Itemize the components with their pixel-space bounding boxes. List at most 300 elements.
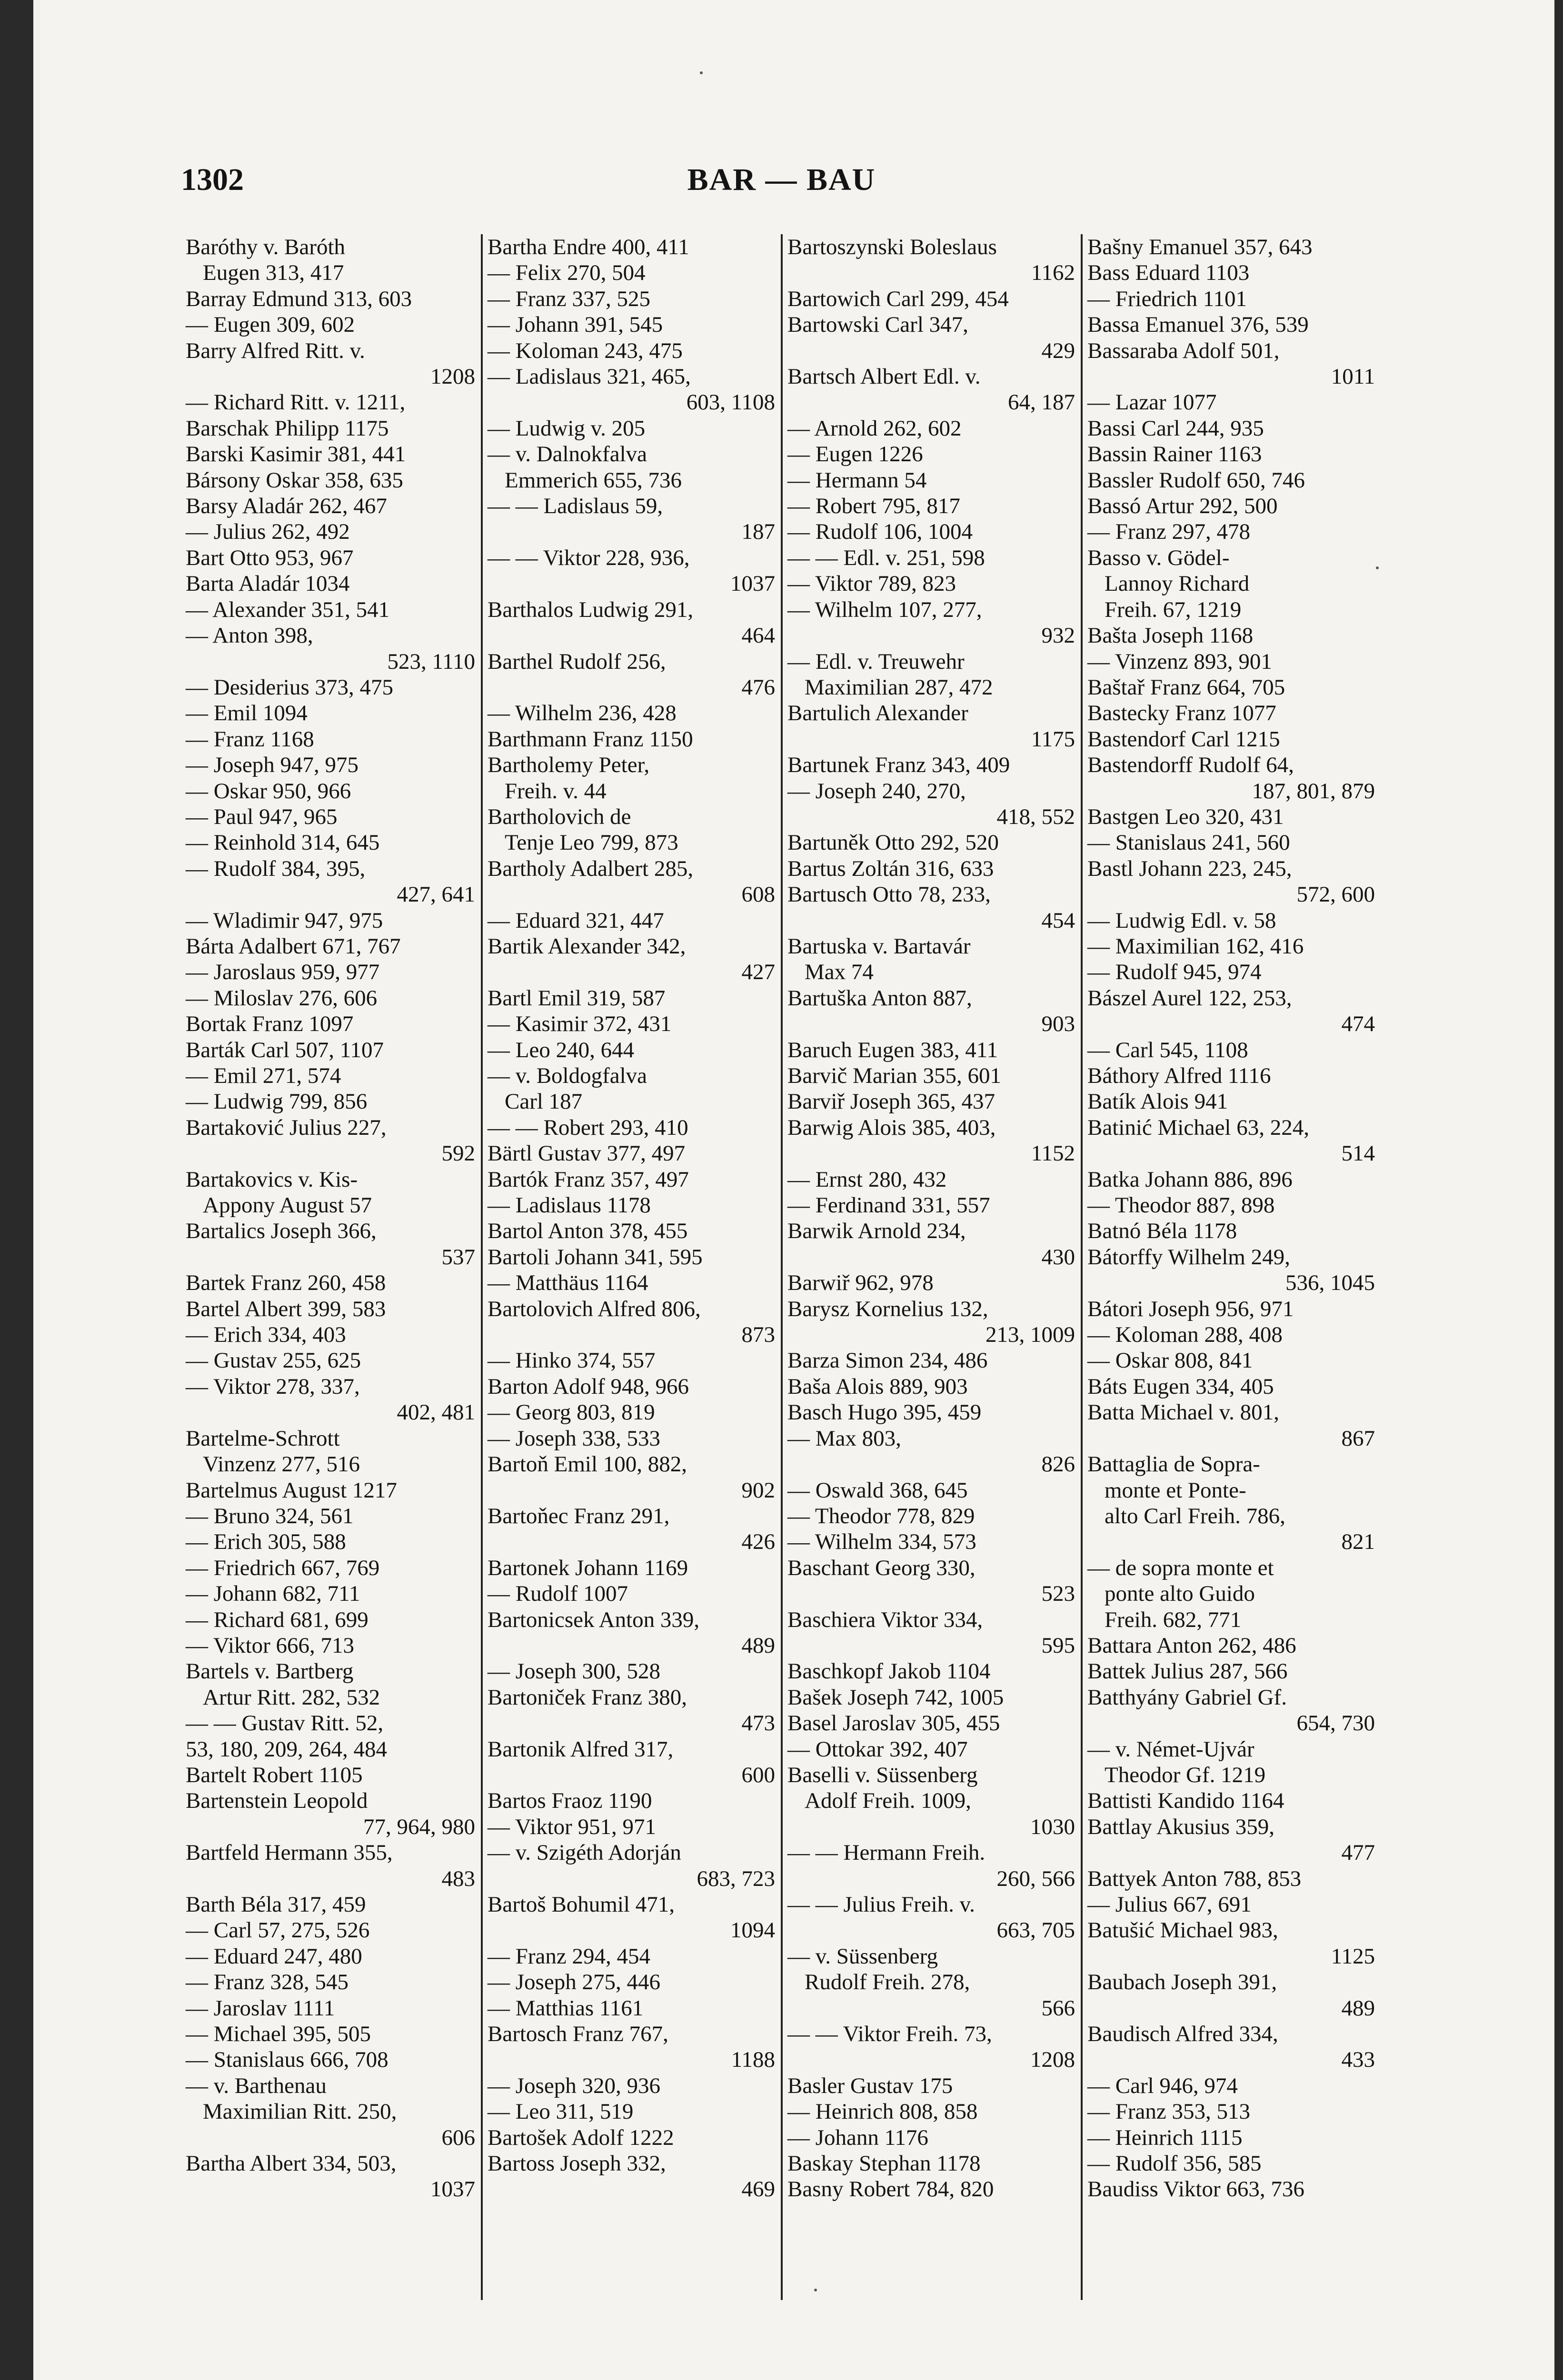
index-entry bbox=[186, 1658, 475, 1684]
entry-text: Batnó Béla 1178 bbox=[1087, 1219, 1237, 1244]
entry-text: — Joseph 338, 533 bbox=[488, 1426, 660, 1451]
entry-text: Basch Hugo 395, 459 bbox=[787, 1400, 982, 1425]
entry-continuation: 477 bbox=[1341, 1840, 1375, 1865]
entry-text: Bartholovich de bbox=[488, 804, 631, 829]
entry-text: — — Gustav Ritt. 52, bbox=[186, 1711, 384, 1736]
entry-text: — Edl. v. Treuwehr bbox=[787, 649, 965, 674]
entry-continuation: 821 bbox=[1341, 1529, 1375, 1555]
entry-text: — Franz 353, 513 bbox=[1087, 2099, 1251, 2124]
index-entry bbox=[1087, 2073, 1375, 2099]
entry-text: Bartolovich Alfred 806, bbox=[488, 1296, 701, 1321]
scan-edge-left bbox=[0, 0, 33, 2380]
index-entry bbox=[1087, 1555, 1375, 1581]
index-entry bbox=[488, 1685, 775, 1736]
entry-text: Barvič Marian 355, 601 bbox=[787, 1063, 1002, 1088]
entry-continuation: 64, 187 bbox=[1008, 390, 1075, 415]
entry-text: Battara Anton 262, 486 bbox=[1087, 1633, 1296, 1658]
index-entry bbox=[787, 545, 1075, 571]
entry-text: — Theodor 887, 898 bbox=[1087, 1193, 1275, 1218]
index-entry bbox=[186, 441, 475, 467]
entry-text: Bärtl Gustav 377, 497 bbox=[488, 1141, 686, 1166]
index-entry bbox=[186, 1944, 475, 1969]
index-entry bbox=[1087, 545, 1375, 571]
entry-text: — Michael 395, 505 bbox=[186, 2022, 371, 2047]
index-entry bbox=[1087, 752, 1375, 804]
entry-text: Barza Simon 234, 486 bbox=[787, 1348, 988, 1373]
index-entry bbox=[186, 2047, 475, 2073]
entry-continuation: 536, 1045 bbox=[1285, 1270, 1375, 1296]
index-entry bbox=[186, 1451, 475, 1477]
index-entry bbox=[488, 1969, 775, 1995]
entry-text: Barschak Philipp 1175 bbox=[186, 416, 389, 441]
index-entry bbox=[186, 1762, 475, 1788]
index-entry bbox=[1087, 1503, 1375, 1555]
entry-continuation: 606 bbox=[441, 2125, 475, 2150]
entry-continuation: 603, 1108 bbox=[686, 390, 775, 415]
index-entry bbox=[186, 467, 475, 493]
index-entry bbox=[1087, 467, 1375, 493]
entry-continuation: 566 bbox=[1041, 1995, 1075, 2021]
entry-text: Baschiera Viktor 334, bbox=[787, 1607, 983, 1632]
entry-text: Max 74 bbox=[805, 960, 874, 985]
index-entry bbox=[787, 830, 1075, 855]
index-entry bbox=[787, 1762, 1075, 1788]
entry-text: Bastendorf Carl 1215 bbox=[1087, 726, 1280, 752]
entry-text: Batta Michael v. 801, bbox=[1087, 1400, 1279, 1425]
index-entry bbox=[186, 908, 475, 933]
index-entry bbox=[1087, 1969, 1375, 2021]
index-entry bbox=[787, 286, 1075, 312]
index-entry bbox=[787, 2021, 1075, 2073]
entry-text: Bartha Endre 400, 411 bbox=[488, 235, 689, 259]
entry-text: ponte alto Guido bbox=[1105, 1581, 1255, 1606]
entry-text: Bartoss Joseph 332, bbox=[488, 2151, 666, 2176]
entry-text: Batušić Michael 983, bbox=[1087, 1918, 1278, 1943]
index-entry bbox=[488, 1348, 775, 1373]
index-entry bbox=[488, 260, 775, 286]
entry-text: Tenje Leo 799, 873 bbox=[505, 830, 678, 855]
index-entry bbox=[488, 830, 775, 855]
entry-text: Batthyány Gabriel Gf. bbox=[1087, 1685, 1287, 1710]
entry-continuation: 1175 bbox=[1031, 726, 1075, 752]
index-entry bbox=[787, 1115, 1075, 1167]
index-entry bbox=[488, 1426, 775, 1451]
entry-text: — Eugen 309, 602 bbox=[186, 312, 355, 337]
entry-text: Lannoy Richard bbox=[1105, 571, 1250, 596]
index-entry bbox=[787, 1685, 1075, 1710]
index-entry bbox=[787, 856, 1075, 882]
index-entry bbox=[1087, 571, 1375, 596]
index-entry bbox=[488, 1658, 775, 1684]
entry-text: Bartakovics v. Kis- bbox=[186, 1167, 358, 1192]
index-entry bbox=[488, 649, 775, 701]
index-entry bbox=[787, 2073, 1075, 2099]
entry-continuation: 537 bbox=[441, 1244, 475, 1269]
entry-text: Barth Béla 317, 459 bbox=[186, 1892, 366, 1917]
entry-text: 53, 180, 209, 264, 484 bbox=[186, 1736, 387, 1762]
index-entry bbox=[787, 1063, 1075, 1089]
entry-text: — — Viktor Freih. 73, bbox=[787, 2022, 992, 2047]
entry-text: — Ludwig v. 205 bbox=[488, 416, 646, 441]
entry-text: — Friedrich 1101 bbox=[1087, 286, 1247, 311]
entry-text: Freih. v. 44 bbox=[505, 778, 607, 803]
index-entry bbox=[186, 726, 475, 752]
index-entry bbox=[1087, 674, 1375, 700]
index-entry bbox=[787, 1555, 1075, 1607]
index-entry bbox=[186, 1969, 475, 1995]
entry-text: — — Ladislaus 59, bbox=[488, 494, 663, 519]
index-entry bbox=[186, 234, 475, 260]
entry-text: Bartošek Adolf 1222 bbox=[488, 2125, 674, 2150]
entry-text: Barray Edmund 313, 603 bbox=[186, 286, 412, 311]
entry-text: Bartha Albert 334, 503, bbox=[186, 2151, 397, 2176]
index-entry bbox=[787, 1529, 1075, 1555]
index-entry bbox=[787, 1607, 1075, 1659]
index-entry bbox=[787, 1374, 1075, 1399]
index-entry bbox=[186, 752, 475, 778]
entry-text: Bartus Zoltán 316, 633 bbox=[787, 856, 994, 881]
index-entry bbox=[488, 493, 775, 545]
index-column-4 bbox=[1081, 234, 1381, 2300]
index-entry bbox=[787, 778, 1075, 830]
entry-text: — Felix 270, 504 bbox=[488, 260, 646, 286]
entry-text: Baschkopf Jakob 1104 bbox=[787, 1659, 991, 1684]
entry-text: — Bruno 324, 561 bbox=[186, 1503, 354, 1528]
index-entry bbox=[787, 1399, 1075, 1425]
entry-text: Bassler Rudolf 650, 746 bbox=[1087, 467, 1305, 493]
index-entry bbox=[787, 1167, 1075, 1192]
entry-text: — Erich 305, 588 bbox=[186, 1529, 346, 1555]
entry-text: Bastgen Leo 320, 431 bbox=[1087, 804, 1284, 829]
entry-text: Barwik Arnold 234, bbox=[787, 1219, 966, 1244]
entry-text: — Johann 1176 bbox=[787, 2125, 928, 2150]
index-entry bbox=[1087, 1814, 1375, 1866]
entry-text: Bartenstein Leopold bbox=[186, 1788, 368, 1814]
entry-text: Bassi Carl 244, 935 bbox=[1087, 416, 1264, 441]
entry-text: Barthel Rudolf 256, bbox=[488, 649, 666, 674]
index-entry bbox=[1087, 1167, 1375, 1192]
index-entry bbox=[787, 1478, 1075, 1503]
entry-text: — Reinhold 314, 645 bbox=[186, 830, 380, 855]
entry-text: Bartl Emil 319, 587 bbox=[488, 985, 666, 1011]
index-entry bbox=[186, 1633, 475, 1658]
entry-text: Bárta Adalbert 671, 767 bbox=[186, 933, 401, 959]
index-entry bbox=[488, 1192, 775, 1218]
entry-text: — v. Szigéth Adorján bbox=[488, 1840, 681, 1865]
entry-continuation: 932 bbox=[1041, 623, 1075, 648]
entry-text: — Matthias 1161 bbox=[488, 1995, 644, 2021]
entry-text: Eugen 313, 417 bbox=[203, 260, 344, 286]
entry-text: — de sopra monte et bbox=[1087, 1555, 1274, 1580]
index-entry bbox=[787, 1218, 1075, 1270]
entry-text: Baubach Joseph 391, bbox=[1087, 1970, 1277, 1995]
entry-continuation: 1094 bbox=[730, 1918, 775, 1943]
entry-text: — Carl 545, 1108 bbox=[1087, 1037, 1248, 1062]
entry-text: — Joseph 240, 270, bbox=[787, 778, 966, 803]
entry-text: Bartoniček Franz 380, bbox=[488, 1685, 687, 1710]
entry-text: — Wladimir 947, 975 bbox=[186, 908, 383, 933]
entry-text: Emmerich 655, 736 bbox=[505, 467, 682, 493]
index-entry bbox=[1087, 830, 1375, 855]
entry-continuation: 654, 730 bbox=[1296, 1711, 1375, 1736]
entry-text: — Carl 946, 974 bbox=[1087, 2073, 1238, 2098]
index-entry bbox=[1087, 338, 1375, 390]
entry-text: Bartalics Joseph 366, bbox=[186, 1219, 377, 1244]
entry-text: — Stanislaus 666, 708 bbox=[186, 2047, 388, 2073]
entry-text: monte et Ponte- bbox=[1105, 1478, 1246, 1503]
index-entry bbox=[787, 519, 1075, 545]
index-entry bbox=[186, 338, 475, 390]
entry-text: — Richard Ritt. v. 1211, bbox=[186, 390, 406, 415]
entry-continuation: 608 bbox=[741, 882, 775, 907]
index-entry bbox=[488, 1607, 775, 1659]
entry-continuation: 1125 bbox=[1331, 1944, 1375, 1969]
entry-text: Bartol Anton 378, 455 bbox=[488, 1219, 688, 1244]
index-entry bbox=[186, 1581, 475, 1606]
index-entry bbox=[186, 623, 475, 674]
entry-text: Bartaković Julius 227, bbox=[186, 1115, 387, 1140]
entry-continuation: 595 bbox=[1041, 1633, 1075, 1658]
entry-text: Báts Eugen 334, 405 bbox=[1087, 1374, 1274, 1399]
entry-text: — Wilhelm 236, 428 bbox=[488, 701, 677, 726]
index-entry bbox=[787, 1503, 1075, 1529]
entry-text: — Viktor 666, 713 bbox=[186, 1633, 355, 1658]
entry-continuation: 1162 bbox=[1031, 260, 1075, 286]
index-entry bbox=[186, 1892, 475, 1917]
entry-continuation: 873 bbox=[741, 1322, 775, 1348]
index-entry bbox=[488, 1140, 775, 1166]
index-entry bbox=[787, 441, 1075, 467]
index-entry bbox=[186, 1555, 475, 1581]
entry-text: — Matthäus 1164 bbox=[488, 1270, 648, 1296]
index-entry bbox=[488, 1736, 775, 1788]
entry-continuation: 474 bbox=[1341, 1012, 1375, 1037]
index-entry bbox=[488, 545, 775, 597]
index-entry bbox=[787, 597, 1075, 649]
entry-continuation: 418, 552 bbox=[996, 804, 1075, 829]
index-entry bbox=[186, 1607, 475, 1633]
entry-text: — Joseph 300, 528 bbox=[488, 1659, 660, 1684]
entry-text: — Oskar 808, 841 bbox=[1087, 1348, 1253, 1373]
page-number: 1302 bbox=[181, 162, 244, 197]
index-entry bbox=[1087, 1192, 1375, 1218]
index-entry bbox=[488, 1503, 775, 1555]
index-entry bbox=[186, 597, 475, 623]
index-entry bbox=[1087, 389, 1375, 415]
index-entry bbox=[186, 1348, 475, 1373]
index-entry bbox=[488, 2021, 775, 2073]
index-entry bbox=[488, 1399, 775, 1425]
index-entry bbox=[1087, 312, 1375, 337]
entry-text: Carl 187 bbox=[505, 1089, 583, 1114]
entry-text: Maximilian 287, 472 bbox=[805, 674, 993, 700]
entry-text: Bastendorff Rudolf 64, bbox=[1087, 753, 1294, 778]
entry-continuation: 826 bbox=[1041, 1452, 1075, 1477]
entry-text: — Richard 681, 699 bbox=[186, 1607, 368, 1632]
entry-text: Baruch Eugen 383, 411 bbox=[787, 1037, 998, 1062]
index-columns bbox=[181, 234, 1381, 2300]
index-entry bbox=[787, 2099, 1075, 2124]
entry-text: — Arnold 262, 602 bbox=[787, 416, 962, 441]
entry-text: — Oswald 368, 645 bbox=[787, 1478, 968, 1503]
entry-text: — Franz 294, 454 bbox=[488, 1944, 651, 1969]
index-entry bbox=[186, 1167, 475, 1192]
index-entry bbox=[1087, 1218, 1375, 1244]
index-entry bbox=[186, 286, 475, 312]
entry-continuation: 600 bbox=[741, 1762, 775, 1787]
index-entry bbox=[787, 1658, 1075, 1684]
entry-text: Barta Aladár 1034 bbox=[186, 571, 350, 596]
entry-continuation: 476 bbox=[741, 674, 775, 700]
entry-text: Freih. 682, 771 bbox=[1105, 1607, 1242, 1632]
index-entry bbox=[787, 1788, 1075, 1840]
entry-continuation: 433 bbox=[1341, 2047, 1375, 2073]
entry-text: Bašta Joseph 1168 bbox=[1087, 623, 1254, 648]
entry-text: Bartholemy Peter, bbox=[488, 753, 650, 778]
entry-text: — Carl 57, 275, 526 bbox=[186, 1918, 370, 1943]
entry-text: Bassaraba Adolf 501, bbox=[1087, 338, 1280, 363]
index-entry bbox=[1087, 1917, 1375, 1969]
entry-text: — Friedrich 667, 769 bbox=[186, 1555, 380, 1580]
entry-text: Bartoš Bohumil 471, bbox=[488, 1892, 675, 1917]
entry-text: Baselli v. Süssenberg bbox=[787, 1762, 978, 1787]
index-entry bbox=[186, 1296, 475, 1322]
index-entry bbox=[186, 959, 475, 985]
entry-text: — Rudolf 356, 585 bbox=[1087, 2151, 1262, 2176]
index-entry bbox=[488, 1011, 775, 1037]
scan-speck bbox=[700, 71, 703, 74]
entry-text: — Rudolf 945, 974 bbox=[1087, 960, 1262, 985]
index-entry bbox=[186, 1710, 475, 1736]
index-entry bbox=[787, 467, 1075, 493]
index-entry bbox=[1087, 1348, 1375, 1373]
entry-continuation: 427 bbox=[741, 960, 775, 985]
entry-continuation: 483 bbox=[441, 1866, 475, 1891]
index-entry bbox=[787, 416, 1075, 441]
entry-text: Battlay Akusius 359, bbox=[1087, 1814, 1274, 1839]
entry-continuation: 187, 801, 879 bbox=[1252, 778, 1375, 803]
index-entry bbox=[787, 1969, 1075, 2021]
entry-text: Barviř Joseph 365, 437 bbox=[787, 1089, 996, 1114]
entry-text: — v. Süssenberg bbox=[787, 1944, 938, 1969]
entry-continuation: 469 bbox=[741, 2177, 775, 2202]
index-entry bbox=[787, 234, 1075, 286]
entry-text: Basel Jaroslav 305, 455 bbox=[787, 1711, 1000, 1736]
index-entry bbox=[488, 467, 775, 493]
index-entry bbox=[787, 493, 1075, 519]
entry-text: Bartik Alexander 342, bbox=[488, 933, 686, 959]
entry-continuation: 867 bbox=[1341, 1426, 1375, 1451]
index-entry bbox=[1087, 416, 1375, 441]
index-entry bbox=[1087, 985, 1375, 1037]
index-entry bbox=[1087, 1399, 1375, 1451]
index-entry bbox=[1087, 1633, 1375, 1658]
index-entry bbox=[787, 2176, 1075, 2202]
entry-text: Bartholy Adalbert 285, bbox=[488, 856, 694, 881]
entry-text: Bászel Aurel 122, 253, bbox=[1087, 985, 1292, 1011]
index-entry bbox=[1087, 1762, 1375, 1788]
index-entry bbox=[488, 338, 775, 364]
index-entry bbox=[186, 700, 475, 726]
entry-text: Bortak Franz 1097 bbox=[186, 1012, 354, 1037]
index-entry bbox=[1087, 1685, 1375, 1736]
entry-text: Barsy Aladár 262, 467 bbox=[186, 494, 387, 519]
entry-text: — Anton 398, bbox=[186, 623, 313, 648]
index-entry bbox=[488, 312, 775, 337]
index-entry bbox=[488, 1555, 775, 1581]
entry-text: — Ferdinand 331, 557 bbox=[787, 1193, 990, 1218]
entry-text: Bátori Joseph 956, 971 bbox=[1087, 1296, 1294, 1321]
entry-text: Bart Otto 953, 967 bbox=[186, 545, 354, 570]
entry-text: Bartelmus August 1217 bbox=[186, 1478, 397, 1503]
entry-text: Bassó Artur 292, 500 bbox=[1087, 494, 1278, 519]
entry-text: Battyek Anton 788, 853 bbox=[1087, 1866, 1302, 1891]
entry-text: — Koloman 243, 475 bbox=[488, 338, 683, 363]
index-entry bbox=[488, 597, 775, 649]
index-entry bbox=[186, 493, 475, 519]
entry-text: — Eduard 247, 480 bbox=[186, 1944, 362, 1969]
entry-text: — Eugen 1226 bbox=[787, 442, 923, 467]
index-entry bbox=[1087, 234, 1375, 260]
index-entry bbox=[1087, 649, 1375, 674]
entry-text: Bartosch Franz 767, bbox=[488, 2022, 668, 2047]
index-entry bbox=[1087, 1866, 1375, 1892]
entry-text: — Theodor 778, 829 bbox=[787, 1503, 975, 1528]
index-entry bbox=[186, 545, 475, 571]
entry-text: Baštař Franz 664, 705 bbox=[1087, 674, 1285, 700]
entry-text: Batík Alois 941 bbox=[1087, 1089, 1228, 1114]
index-entry bbox=[1087, 1296, 1375, 1322]
entry-text: — Joseph 320, 936 bbox=[488, 2073, 660, 2098]
entry-text: — Ladislaus 1178 bbox=[488, 1193, 651, 1218]
entry-text: Bass Eduard 1103 bbox=[1087, 260, 1250, 286]
index-entry bbox=[186, 674, 475, 700]
index-entry bbox=[488, 856, 775, 908]
index-entry bbox=[787, 2151, 1075, 2176]
entry-text: Bartowski Carl 347, bbox=[787, 312, 968, 337]
index-entry bbox=[787, 364, 1075, 416]
index-entry bbox=[787, 1348, 1075, 1373]
entry-text: — Alexander 351, 541 bbox=[186, 597, 390, 622]
entry-text: — Kasimir 372, 431 bbox=[488, 1012, 672, 1037]
index-entry bbox=[186, 1011, 475, 1037]
index-entry bbox=[787, 674, 1075, 700]
entry-text: Bassa Emanuel 376, 539 bbox=[1087, 312, 1309, 337]
index-entry bbox=[488, 286, 775, 312]
entry-text: — Wilhelm 334, 573 bbox=[787, 1529, 976, 1555]
entry-text: — — Viktor 228, 936, bbox=[488, 545, 690, 570]
entry-text: — Ladislaus 321, 465, bbox=[488, 364, 691, 389]
index-entry bbox=[1087, 2125, 1375, 2151]
entry-text: — Eduard 321, 447 bbox=[488, 908, 664, 933]
index-entry bbox=[186, 1115, 475, 1167]
entry-continuation: 514 bbox=[1341, 1141, 1375, 1166]
index-entry bbox=[186, 1322, 475, 1348]
entry-continuation: 473 bbox=[741, 1711, 775, 1736]
entry-text: — Miloslav 276, 606 bbox=[186, 985, 378, 1011]
index-entry bbox=[787, 1037, 1075, 1063]
index-entry bbox=[186, 2099, 475, 2151]
entry-text: Rudolf Freih. 278, bbox=[805, 1970, 970, 1995]
index-entry bbox=[488, 234, 775, 260]
entry-text: Bartel Albert 399, 583 bbox=[186, 1296, 386, 1321]
entry-text: Maximilian Ritt. 250, bbox=[203, 2099, 397, 2124]
index-entry bbox=[186, 1478, 475, 1503]
entry-continuation: 1037 bbox=[730, 571, 775, 596]
entry-text: — Julius 262, 492 bbox=[186, 519, 350, 545]
index-entry bbox=[186, 1089, 475, 1114]
entry-text: Battaglia de Sopra- bbox=[1087, 1452, 1260, 1477]
